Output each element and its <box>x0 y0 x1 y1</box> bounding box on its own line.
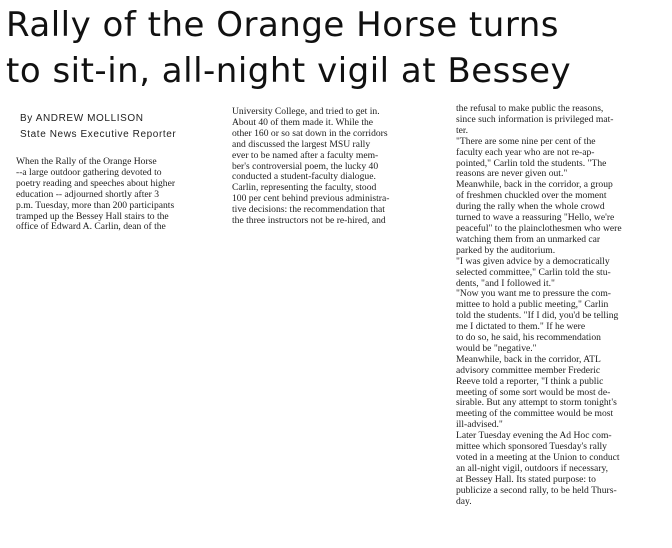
article-line: About 40 of them made it. While the <box>232 117 374 128</box>
article-line: me I dictated to them." If he were <box>456 322 586 333</box>
article-line: voted in a meeting at the Union to conduct <box>456 453 620 463</box>
article-line: ter. <box>456 125 468 136</box>
article-line: "I was given advice by a democratically <box>456 256 610 267</box>
article-line: during the rally when the whole crowd <box>456 202 605 213</box>
article-line: dents, "and I followed it." <box>456 278 555 289</box>
article-line: sirable. But any attempt to storm tonight's <box>456 398 617 409</box>
article-line: and discussed the largest MSU rally <box>232 139 371 150</box>
article-line: Carlin, representing the faculty, stood <box>232 183 377 194</box>
article-line: of freshmen chuckled over the moment <box>456 191 607 202</box>
article-line: University College, and tried to get in. <box>232 107 380 117</box>
article-line: the refusal to make public the reasons, <box>456 104 604 114</box>
headline-line-2: to sit-in, all-night vigil at Bessey <box>6 51 572 91</box>
article-line: selected committee," Carlin told the stu- <box>456 267 611 278</box>
article-line: p.m. Tuesday, more than 200 participants <box>16 200 175 211</box>
article-line: an all-night vigil, outdoors if necessary, <box>456 463 609 474</box>
article-line: peaceful" to the plainclothesmen who were <box>456 223 622 234</box>
article-line: poetry reading and speeches about higher <box>16 178 176 189</box>
article-line: pointed," Carlin told the students. "The <box>456 158 607 169</box>
byline-author: By ANDREW MOLLISON <box>20 113 144 124</box>
article-line: to do so, he said, his recommendation <box>456 333 601 344</box>
article-line: at Bessey Hall. Its stated purpose: to <box>456 474 596 485</box>
article-line: turned to wave a reassuring "Hello, we're <box>456 213 615 224</box>
article-line: advisory committee member Frederic <box>456 365 601 376</box>
article-line: Meanwhile, back in the corridor, ATL <box>456 354 601 365</box>
article-line: conducted a student-faculty dialogue. <box>232 172 376 183</box>
article-line: 100 per cent behind previous administra- <box>232 194 390 205</box>
article-line: meeting of some sort would be most de- <box>456 387 611 398</box>
article-line: tive decisions: the recommendation that <box>232 205 385 216</box>
article-line: "There are some nine per cent of the <box>456 136 596 147</box>
article-line: office of Edward A. Carlin, dean of the <box>16 222 166 233</box>
article-line: reasons are never given out." <box>456 169 568 180</box>
article-line: told the students. "If I did, you'd be telling <box>456 311 619 322</box>
article-line: day. <box>456 496 472 507</box>
article-line: would be "negative." <box>456 343 537 354</box>
article-line: ever to be named after a faculty mem- <box>232 150 379 161</box>
article-line: Later Tuesday evening the Ad Hoc com- <box>456 431 612 442</box>
article-line: faculty each year who are not re-ap- <box>456 147 595 158</box>
byline-title: State News Executive Reporter <box>20 129 177 140</box>
headline-line-1: Rally of the Orange Horse turns <box>6 5 559 45</box>
article-line: "Now you want me to pressure the com- <box>456 289 611 300</box>
article-line: ber's controversial poem, the lucky 40 <box>232 161 379 172</box>
article-line: ill-advised." <box>456 420 503 431</box>
article-line: since such information is privileged mat- <box>456 114 614 125</box>
article-column-3 <box>456 104 670 508</box>
article-line: publicize a second rally, to be held Thurs- <box>456 485 617 496</box>
article-line: mittee to hold a public meeting," Carlin <box>456 300 609 311</box>
article-line: tramped up the Bessey Hall stairs to the <box>16 211 169 222</box>
article-line: When the Rally of the Orange Horse <box>16 157 157 167</box>
article-line: education -- adjourned shortly after 3 <box>16 189 160 200</box>
article-line: Meanwhile, back in the corridor, a group <box>456 180 613 191</box>
article-line: Reeve told a reporter, "I think a public <box>456 376 604 387</box>
article-line: mittee which sponsored Tuesday's rally <box>456 442 607 453</box>
article-line: meeting of the committee would be most <box>456 409 614 420</box>
article-line: parked by the auditorium. <box>456 245 556 256</box>
headline <box>6 2 666 94</box>
article-column-1 <box>16 157 220 233</box>
article-line: watching them from an unmarked car <box>456 234 601 245</box>
article-line: --a large outdoor gathering devoted to <box>16 167 162 178</box>
article-column-2 <box>232 107 442 227</box>
article-line: other 160 or so sat down in the corridors <box>232 128 388 139</box>
article-line: the three instructors not be re-hired, and <box>232 216 386 227</box>
